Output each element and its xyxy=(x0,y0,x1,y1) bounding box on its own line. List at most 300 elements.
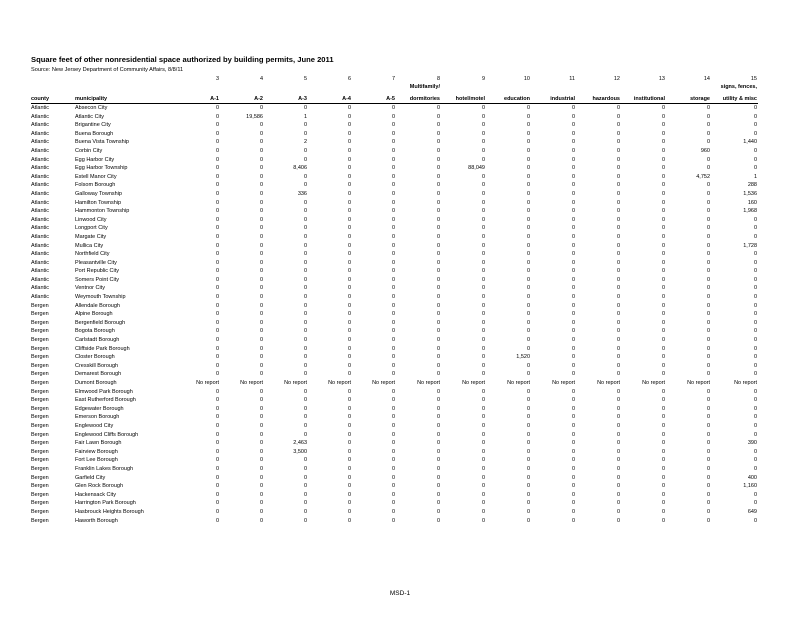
value-cell: 0 xyxy=(571,182,575,189)
value-cell: 0 xyxy=(661,173,665,180)
value-cell: 1,160 xyxy=(743,483,757,490)
column-header: industrial xyxy=(550,96,575,102)
value-cell: 0 xyxy=(391,337,395,344)
value-cell: 0 xyxy=(481,268,485,275)
value-cell: 0 xyxy=(259,130,263,137)
value-cell: 0 xyxy=(436,337,440,344)
county-cell: Bergen xyxy=(31,380,49,386)
value-cell: 0 xyxy=(661,225,665,232)
value-cell: 0 xyxy=(526,242,530,249)
value-cell: 0 xyxy=(259,233,263,240)
value-cell: 0 xyxy=(259,311,263,318)
value-cell: 0 xyxy=(661,431,665,438)
value-cell: 0 xyxy=(526,259,530,266)
value-cell: No report xyxy=(687,380,710,386)
column-number: 7 xyxy=(391,76,395,82)
value-cell: 0 xyxy=(706,422,710,429)
municipality-cell: Carlstadt Borough xyxy=(75,337,120,344)
value-cell: 0 xyxy=(571,457,575,464)
value-cell: No report xyxy=(372,380,395,386)
value-cell: 0 xyxy=(391,397,395,404)
value-cell: 0 xyxy=(616,147,620,154)
value-cell: 0 xyxy=(347,216,351,223)
value-cell: 0 xyxy=(616,233,620,240)
value-cell: 0 xyxy=(616,371,620,378)
value-cell: 2,463 xyxy=(293,440,307,447)
municipality-cell: Egg Harbor Township xyxy=(75,165,128,172)
table-row xyxy=(31,173,758,182)
value-cell: 0 xyxy=(215,147,219,154)
municipality-cell: Somers Point City xyxy=(75,276,120,283)
value-cell: 0 xyxy=(661,354,665,361)
value-cell: 0 xyxy=(215,208,219,215)
value-cell: 0 xyxy=(391,147,395,154)
value-cell: 0 xyxy=(391,483,395,490)
value-cell: 0 xyxy=(259,216,263,223)
value-cell: 0 xyxy=(526,431,530,438)
value-cell: 0 xyxy=(436,259,440,266)
value-cell: 0 xyxy=(436,448,440,455)
value-cell: 0 xyxy=(526,311,530,318)
value-cell: 0 xyxy=(571,491,575,498)
value-cell: 0 xyxy=(303,268,307,275)
column-header: institutional xyxy=(633,96,665,102)
value-cell: 0 xyxy=(481,465,485,472)
value-cell: 0 xyxy=(215,354,219,361)
value-cell: 0 xyxy=(481,147,485,154)
value-cell: 0 xyxy=(347,113,351,120)
value-cell: 0 xyxy=(661,328,665,335)
value-cell: 0 xyxy=(571,225,575,232)
value-cell: 8,406 xyxy=(293,165,307,172)
value-cell: 0 xyxy=(436,165,440,172)
value-cell: 0 xyxy=(215,199,219,206)
value-cell: 0 xyxy=(706,328,710,335)
value-cell: 0 xyxy=(391,491,395,498)
county-cell: Bergen xyxy=(31,517,49,524)
value-cell: 0 xyxy=(347,474,351,481)
value-cell: 19,586 xyxy=(246,113,263,120)
value-cell: 0 xyxy=(571,345,575,352)
value-cell: 0 xyxy=(391,276,395,283)
column-header-upper xyxy=(531,83,576,91)
value-cell: 0 xyxy=(303,397,307,404)
value-cell: 0 xyxy=(436,130,440,137)
value-cell: 0 xyxy=(753,130,757,137)
value-cell: 0 xyxy=(526,328,530,335)
value-cell: 0 xyxy=(706,465,710,472)
value-cell: 0 xyxy=(616,431,620,438)
value-cell: 0 xyxy=(753,259,757,266)
county-cell: Atlantic xyxy=(31,190,50,197)
value-cell: 0 xyxy=(706,276,710,283)
value-cell: 0 xyxy=(706,302,710,309)
value-cell: 0 xyxy=(436,414,440,421)
value-cell: 0 xyxy=(391,319,395,326)
value-cell: 0 xyxy=(661,319,665,326)
municipality-cell: Glen Rock Borough xyxy=(75,483,123,490)
value-cell: 0 xyxy=(215,225,219,232)
value-cell: 0 xyxy=(571,397,575,404)
value-cell: 0 xyxy=(347,285,351,292)
municipality-cell: Hackensack City xyxy=(75,491,116,498)
value-cell: 0 xyxy=(215,302,219,309)
value-cell: 0 xyxy=(526,216,530,223)
value-cell: 0 xyxy=(215,285,219,292)
value-cell: 0 xyxy=(308,104,352,113)
value-cell: 0 xyxy=(616,216,620,223)
value-cell: 0 xyxy=(391,268,395,275)
column-header: hotel/motel xyxy=(455,96,485,102)
municipality-cell: Margate City xyxy=(75,233,107,240)
value-cell: 0 xyxy=(215,345,219,352)
county-cell: Bergen xyxy=(31,388,49,395)
value-cell: 0 xyxy=(661,483,665,490)
column-number: 9 xyxy=(481,76,485,82)
county-cell: Bergen xyxy=(31,405,49,412)
county-cell: Atlantic xyxy=(31,199,50,206)
value-cell: 0 xyxy=(215,517,219,524)
column-header-upper xyxy=(308,83,352,91)
value-cell: 0 xyxy=(259,474,263,481)
value-cell: 0 xyxy=(616,242,620,249)
value-cell: 0 xyxy=(576,104,621,113)
value-cell: 0 xyxy=(706,397,710,404)
column-header-upper xyxy=(621,83,666,91)
value-cell: 0 xyxy=(391,216,395,223)
column-header: A-5 xyxy=(386,96,395,102)
column-number: 15 xyxy=(750,76,757,82)
value-cell: 0 xyxy=(436,508,440,515)
value-cell: 0 xyxy=(661,422,665,429)
county-cell: Bergen xyxy=(31,422,49,429)
value-cell: 0 xyxy=(259,173,263,180)
value-cell: 0 xyxy=(706,285,710,292)
value-cell: 0 xyxy=(347,448,351,455)
value-cell: 0 xyxy=(706,156,710,163)
value-cell: 0 xyxy=(616,122,620,129)
value-cell: 0 xyxy=(526,517,530,524)
value-cell: 0 xyxy=(706,242,710,249)
column-header: storage xyxy=(690,96,710,102)
value-cell: 0 xyxy=(347,147,351,154)
value-cell: 0 xyxy=(303,225,307,232)
municipality-cell: Corbin City xyxy=(75,147,103,154)
column-header-upper xyxy=(666,83,711,91)
value-cell: 0 xyxy=(526,285,530,292)
value-cell: 0 xyxy=(753,147,757,154)
value-cell: 0 xyxy=(441,104,486,113)
value-cell: 0 xyxy=(526,508,530,515)
value-cell: 0 xyxy=(661,122,665,129)
value-cell: 0 xyxy=(616,165,620,172)
value-cell: 0 xyxy=(661,302,665,309)
value-cell: 0 xyxy=(259,182,263,189)
value-cell: 0 xyxy=(303,354,307,361)
value-cell: 0 xyxy=(436,388,440,395)
value-cell: 0 xyxy=(347,199,351,206)
value-cell: 0 xyxy=(753,371,757,378)
county-cell: Bergen xyxy=(31,448,49,455)
county-cell: Atlantic xyxy=(31,216,50,223)
value-cell: 0 xyxy=(436,182,440,189)
value-cell: 0 xyxy=(616,285,620,292)
table-row xyxy=(31,130,758,139)
value-cell: 0 xyxy=(215,319,219,326)
value-cell: 0 xyxy=(526,122,530,129)
value-cell: 0 xyxy=(436,190,440,197)
county-cell: Bergen xyxy=(31,465,49,472)
value-cell: 0 xyxy=(706,311,710,318)
value-cell: 0 xyxy=(347,465,351,472)
value-cell: 0 xyxy=(347,337,351,344)
value-cell: 0 xyxy=(303,251,307,258)
value-cell: 0 xyxy=(481,113,485,120)
value-cell: 0 xyxy=(571,302,575,309)
table-row xyxy=(31,276,758,285)
value-cell: 0 xyxy=(571,508,575,515)
value-cell: 0 xyxy=(571,208,575,215)
table-row xyxy=(31,508,758,517)
value-cell: 0 xyxy=(436,371,440,378)
value-cell: No report xyxy=(462,380,485,386)
value-cell: 0 xyxy=(753,362,757,369)
value-cell: 0 xyxy=(259,294,263,301)
column-header: A-4 xyxy=(342,96,351,102)
value-cell: 0 xyxy=(526,268,530,275)
value-cell: No report xyxy=(642,380,665,386)
value-cell: 0 xyxy=(259,397,263,404)
value-cell: 0 xyxy=(616,491,620,498)
value-cell: 0 xyxy=(706,182,710,189)
value-cell: 0 xyxy=(347,182,351,189)
value-cell: 0 xyxy=(616,397,620,404)
value-cell: 0 xyxy=(661,294,665,301)
value-cell: 0 xyxy=(303,319,307,326)
value-cell: 3,500 xyxy=(293,448,307,455)
value-cell: 0 xyxy=(481,457,485,464)
value-cell: No report xyxy=(507,380,530,386)
value-cell: 0 xyxy=(481,414,485,421)
value-cell: 0 xyxy=(347,276,351,283)
municipality-cell: Pleasantville City xyxy=(75,259,117,266)
table-row xyxy=(31,439,758,448)
value-cell: 0 xyxy=(347,422,351,429)
value-cell: 0 xyxy=(711,104,758,113)
value-cell: 0 xyxy=(347,397,351,404)
county-cell: Bergen xyxy=(31,354,49,361)
page-footer: MSD-1 xyxy=(389,590,411,597)
value-cell: 0 xyxy=(526,233,530,240)
county-cell: Bergen xyxy=(31,508,49,515)
header-row-upper xyxy=(31,83,758,91)
county-cell: Bergen xyxy=(31,414,49,421)
value-cell: 0 xyxy=(352,104,396,113)
value-cell: 0 xyxy=(526,225,530,232)
county-cell: Bergen xyxy=(31,371,49,378)
value-cell: 0 xyxy=(215,440,219,447)
value-cell: 0 xyxy=(481,276,485,283)
table-row xyxy=(31,156,758,165)
value-cell: 0 xyxy=(481,397,485,404)
value-cell: 0 xyxy=(391,508,395,515)
value-cell: 0 xyxy=(616,113,620,120)
value-cell: 0 xyxy=(303,483,307,490)
value-cell: 0 xyxy=(526,319,530,326)
column-header: hazardous xyxy=(592,96,620,102)
value-cell: 0 xyxy=(571,165,575,172)
value-cell: 0 xyxy=(391,311,395,318)
value-cell: 0 xyxy=(391,362,395,369)
county-cell: Bergen xyxy=(31,337,49,344)
value-cell: 0 xyxy=(259,448,263,455)
column-header-upper: Multifamily/ xyxy=(409,84,440,90)
county-cell: Atlantic xyxy=(31,285,50,292)
county-cell: Bergen xyxy=(31,483,49,490)
value-cell: 0 xyxy=(391,328,395,335)
value-cell: 0 xyxy=(526,147,530,154)
municipality-cell: Garfield City xyxy=(75,474,106,481)
value-cell: 0 xyxy=(347,371,351,378)
value-cell: 0 xyxy=(347,500,351,507)
value-cell: 0 xyxy=(571,242,575,249)
value-cell: 0 xyxy=(481,388,485,395)
county-cell: Atlantic xyxy=(31,113,50,120)
column-header-upper xyxy=(264,83,308,91)
value-cell: 0 xyxy=(571,354,575,361)
value-cell: 0 xyxy=(259,242,263,249)
value-cell: 0 xyxy=(303,276,307,283)
value-cell: 0 xyxy=(436,474,440,481)
value-cell: 0 xyxy=(347,431,351,438)
value-cell: 0 xyxy=(661,491,665,498)
table-row xyxy=(31,224,758,233)
value-cell: 0 xyxy=(259,251,263,258)
table-row xyxy=(31,319,758,328)
value-cell: 0 xyxy=(661,388,665,395)
value-cell: 0 xyxy=(616,199,620,206)
value-cell: 0 xyxy=(347,173,351,180)
value-cell: 0 xyxy=(661,474,665,481)
value-cell: 0 xyxy=(259,259,263,266)
value-cell: 0 xyxy=(616,139,620,146)
municipality-cell: Egg Harbor City xyxy=(75,156,115,163)
value-cell: 0 xyxy=(347,165,351,172)
county-cell: Bergen xyxy=(31,457,49,464)
value-cell: 0 xyxy=(303,259,307,266)
value-cell: 0 xyxy=(571,147,575,154)
value-cell: No report xyxy=(328,380,351,386)
table-row xyxy=(31,242,758,251)
value-cell: 0 xyxy=(391,474,395,481)
value-cell: 0 xyxy=(436,251,440,258)
column-number: 12 xyxy=(613,76,620,82)
value-cell: 0 xyxy=(436,465,440,472)
value-cell: 0 xyxy=(526,388,530,395)
value-cell: 0 xyxy=(571,337,575,344)
column-header: A-1 xyxy=(210,96,219,102)
value-cell: 0 xyxy=(616,156,620,163)
table-row xyxy=(31,413,758,422)
value-cell: 0 xyxy=(616,388,620,395)
value-cell: 0 xyxy=(571,414,575,421)
value-cell: 0 xyxy=(706,113,710,120)
table-row xyxy=(31,216,758,225)
value-cell: 0 xyxy=(259,388,263,395)
value-cell: 0 xyxy=(753,354,757,361)
value-cell: 0 xyxy=(215,508,219,515)
value-cell: 0 xyxy=(303,130,307,137)
county-cell: Bergen xyxy=(31,491,49,498)
value-cell: 0 xyxy=(753,156,757,163)
value-cell: 0 xyxy=(391,113,395,120)
value-cell: 0 xyxy=(616,259,620,266)
value-cell: 0 xyxy=(753,422,757,429)
value-cell: 0 xyxy=(661,113,665,120)
value-cell: 0 xyxy=(481,122,485,129)
value-cell: 0 xyxy=(481,362,485,369)
value-cell: 0 xyxy=(526,422,530,429)
value-cell: 0 xyxy=(706,474,710,481)
value-cell: 0 xyxy=(571,448,575,455)
table-row xyxy=(31,345,758,354)
value-cell: 0 xyxy=(661,208,665,215)
value-cell: 0 xyxy=(526,182,530,189)
value-cell: 0 xyxy=(436,405,440,412)
value-cell: 0 xyxy=(661,465,665,472)
value-cell: 0 xyxy=(526,465,530,472)
column-number: 4 xyxy=(259,76,263,82)
value-cell: 0 xyxy=(391,500,395,507)
value-cell: 0 xyxy=(526,448,530,455)
value-cell: 0 xyxy=(436,354,440,361)
value-cell: 0 xyxy=(753,251,757,258)
value-cell: 0 xyxy=(571,130,575,137)
value-cell: No report xyxy=(597,380,620,386)
municipality-cell: Bogota Borough xyxy=(75,328,115,335)
value-cell: 0 xyxy=(391,371,395,378)
value-cell: 0 xyxy=(616,251,620,258)
value-cell: 0 xyxy=(215,483,219,490)
value-cell: 0 xyxy=(753,268,757,275)
value-cell: 0 xyxy=(616,508,620,515)
value-cell: 0 xyxy=(303,285,307,292)
municipality-cell: Hamilton Township xyxy=(75,199,122,206)
municipality-cell: Buena Borough xyxy=(75,130,114,137)
column-number: 3 xyxy=(215,76,219,82)
value-cell: 0 xyxy=(616,440,620,447)
value-cell: 0 xyxy=(616,483,620,490)
value-cell: 0 xyxy=(259,199,263,206)
value-cell: 0 xyxy=(215,182,219,189)
value-cell: 1,520 xyxy=(516,354,530,361)
value-cell: 0 xyxy=(436,302,440,309)
value-cell: 0 xyxy=(347,457,351,464)
value-cell: 0 xyxy=(481,483,485,490)
column-header: A-3 xyxy=(298,96,307,102)
table-row xyxy=(31,147,758,156)
value-cell: 0 xyxy=(661,139,665,146)
value-cell: 0 xyxy=(753,165,757,172)
value-cell: 0 xyxy=(661,414,665,421)
county-cell: Atlantic xyxy=(31,122,50,129)
value-cell: 1,968 xyxy=(743,208,757,215)
value-cell: 0 xyxy=(616,276,620,283)
value-cell: 0 xyxy=(303,233,307,240)
table-row xyxy=(31,267,758,276)
column-header: dormitories xyxy=(409,96,440,102)
value-cell: 2 xyxy=(303,139,307,146)
